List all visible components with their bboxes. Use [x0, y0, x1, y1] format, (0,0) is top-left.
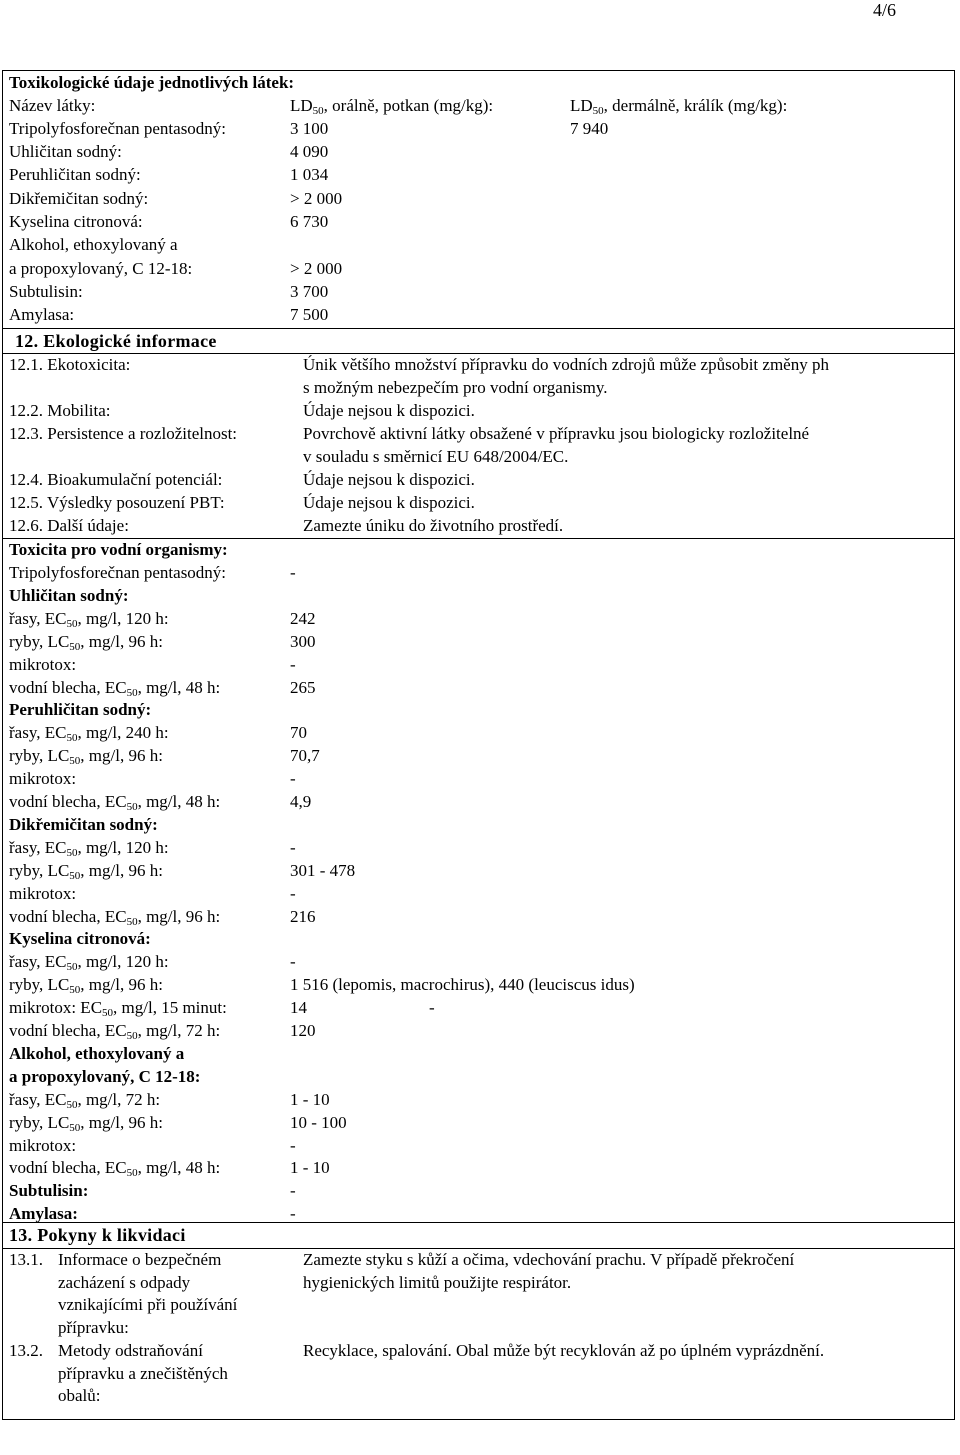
aquatic-value: 300	[290, 631, 316, 651]
aquatic-extra-value: -	[429, 998, 435, 1018]
tox-oral-value: 6 730	[290, 212, 329, 231]
eco-item-label: 12.5. Výsledky posouzení PBT:	[9, 493, 225, 512]
subscript: 50	[312, 105, 324, 117]
disposal-item-text: Zamezte styku s kůží a očima, vdechování prachu. V případě překročení	[303, 1250, 795, 1269]
aquatic-label: vodní blecha, $EC_{50}$, mg/l, 48 h:	[9, 792, 221, 813]
aquatic-label: řasy, $EC_{50}$, mg/l, 120 h:	[9, 608, 169, 630]
aquatic-value: 14	[290, 998, 307, 1018]
aquatic-value: -	[290, 883, 296, 903]
subscript: 50	[66, 1098, 78, 1111]
section-divider	[3, 1248, 954, 1249]
subscript: 50	[126, 1167, 138, 1180]
substance-heading: Peruhličitan sodný:	[9, 700, 152, 720]
page-number: 4/6	[872, 0, 896, 20]
aquatic-value: -	[290, 769, 296, 789]
aquatic-label: mikrotox:	[9, 769, 77, 789]
subscript: 50	[69, 984, 81, 997]
substance-heading: Dikřemičitan sodný:	[9, 814, 158, 834]
subscript: 50	[66, 732, 78, 745]
eco-item-label: 12.3. Persistence a rozložitelnost:	[9, 424, 238, 443]
disposal-item-text: Recyklace, spalování. Obal může být recyklován až po úplném vyprázdnění.	[303, 1341, 825, 1360]
substance-heading: Amylasa:	[9, 1204, 78, 1224]
subscript: 50	[126, 915, 138, 928]
eco-item-text: Zamezte úniku do životního prostředí.	[303, 516, 564, 535]
aquatic-label: vodní blecha, $EC_{50}$, mg/l, 96 h:	[9, 906, 221, 928]
tox-oral-value: > 2 000	[290, 259, 343, 278]
tox-substance-name: Alkohol, ethoxylovaný a	[9, 235, 178, 254]
aquatic-label: ryby, $LC_{50}$, mg/l, 96 h:	[9, 860, 163, 882]
section-divider	[3, 538, 954, 539]
tox-substance-name: Kyselina citronová:	[9, 212, 143, 231]
substance-heading: Subtulisin:	[9, 1181, 89, 1201]
disposal-item-number: 13.2.	[9, 1341, 43, 1360]
eco-item-text: Údaje nejsou k dispozici.	[303, 470, 475, 489]
subscript: 50	[69, 869, 81, 882]
subscript: 50	[69, 755, 81, 768]
aquatic-label: mikrotox:	[9, 883, 77, 903]
aquatic-value: 265	[290, 677, 316, 697]
subscript: 50	[102, 1007, 114, 1020]
disposal-item-label: zacházení s odpady	[58, 1272, 191, 1292]
substance-heading: Alkohol, ethoxylovaný a	[9, 1043, 185, 1063]
eco-item-text: Údaje nejsou k dispozici.	[303, 493, 475, 512]
subscript: 50	[126, 1030, 138, 1042]
eco-item-label: 12.6. Další údaje:	[9, 516, 129, 535]
aquatic-label: mikrotox: $EC_{50}$, mg/l, 15 minut:	[9, 998, 227, 1020]
aquatic-value: -	[290, 1181, 296, 1201]
subscript: 50	[66, 961, 78, 974]
subscript: 50	[126, 686, 138, 699]
aquatic-value: 1 516 (lepomis, macrochirus), 440 (leuciscus idus)	[290, 975, 635, 995]
aquatic-value: 242	[290, 608, 316, 628]
disposal-item-label: obalů:	[58, 1386, 101, 1406]
section-13-heading: 13. Pokyny k likvidaci	[9, 1225, 186, 1245]
aquatic-label: řasy, $EC_{50}$, mg/l, 72 h:	[9, 1089, 161, 1111]
tox-substance-name: Subtulisin:	[9, 282, 83, 301]
eco-item-text: s možným nebezpečím pro vodní organismy.	[303, 378, 608, 397]
substance-heading: Kyselina citronová:	[9, 929, 151, 949]
eco-item-text: v souladu s směrnicí EU 648/2004/EC.	[303, 447, 569, 466]
tox-substance-name: Uhličitan sodný:	[9, 142, 122, 161]
aquatic-label: ryby, $LC_{50}$, mg/l, 96 h:	[9, 746, 163, 768]
tox-oral-value: 3 700	[290, 282, 329, 301]
subscript: 50	[66, 617, 78, 630]
disposal-item-text: hygienických limitů použijte respirátor.	[303, 1273, 572, 1292]
aquatic-value: 70,7	[290, 746, 320, 766]
tox-col-name: Název látky:	[9, 96, 96, 115]
tox-oral-value: 7 500	[290, 305, 329, 324]
aquatic-value: 1 - 10	[290, 1158, 330, 1178]
sds-section-box	[2, 70, 955, 1420]
subscript: 50	[69, 1121, 81, 1134]
section-12-heading: 12. Ekologické informace	[15, 331, 217, 351]
subscript: 50	[126, 801, 138, 813]
disposal-item-number: 13.1.	[9, 1250, 43, 1269]
substance-heading: Uhličitan sodný:	[9, 585, 129, 605]
disposal-item-label: Informace o bezpečném	[58, 1250, 222, 1269]
tox-oral-value: 4 090	[290, 142, 329, 161]
aquatic-value: 216	[290, 906, 316, 926]
aquatic-value: 120	[290, 1021, 316, 1040]
aquatic-value: 4,9	[290, 792, 312, 811]
disposal-item-label: přípravku:	[58, 1318, 129, 1338]
subscript: 50	[69, 640, 81, 653]
aquatic-label: ryby, $LC_{50}$, mg/l, 96 h:	[9, 1112, 163, 1134]
substance-heading: a propoxylovaný, C 12-18:	[9, 1066, 201, 1086]
section-divider	[3, 353, 954, 354]
disposal-item-label: Metody odstraňování	[58, 1341, 203, 1360]
eco-item-label: 12.2. Mobilita:	[9, 401, 111, 420]
aquatic-value: -	[290, 1135, 296, 1155]
aquatic-value: 1 - 10	[290, 1089, 330, 1109]
aquatic-label: řasy, $EC_{50}$, mg/l, 120 h:	[9, 837, 169, 859]
section-divider	[3, 1222, 954, 1223]
tox-oral-value: > 2 000	[290, 189, 343, 208]
tox-substance-name: Amylasa:	[9, 305, 75, 324]
tox-substance-name: Peruhličitan sodný:	[9, 165, 141, 184]
aquatic-value: -	[290, 654, 296, 674]
aquatic-value: -	[290, 1204, 296, 1224]
tox-substance-name: Dikřemičitan sodný:	[9, 189, 149, 208]
tox-col-oral: $LD_{50}$, orálně, potkan (mg/kg):	[290, 96, 494, 117]
disposal-item-label: přípravku a znečištěných	[58, 1363, 228, 1383]
aquatic-heading: Toxicita pro vodní organismy:	[9, 540, 228, 559]
aquatic-label: řasy, $EC_{50}$, mg/l, 240 h:	[9, 723, 169, 745]
aquatic-label: Tripolyfosforečnan pentasodný:	[9, 563, 227, 582]
aquatic-label: vodní blecha, $EC_{50}$, mg/l, 72 h:	[9, 1021, 221, 1042]
aquatic-label: ryby, $LC_{50}$, mg/l, 96 h:	[9, 975, 163, 997]
tox-substance-name: Tripolyfosforečnan pentasodný:	[9, 119, 227, 138]
aquatic-label: mikrotox:	[9, 1135, 77, 1155]
aquatic-value: -	[290, 837, 296, 857]
tox-col-dermal: $LD_{50}$, dermálně, králík (mg/kg):	[570, 96, 788, 117]
tox-substance-name: a propoxylovaný, C 12-18:	[9, 259, 193, 278]
aquatic-label: mikrotox:	[9, 654, 77, 674]
aquatic-value: -	[290, 952, 296, 972]
eco-item-text: Povrchově aktivní látky obsažené v přípravku jsou biologicky rozložitelné	[303, 424, 810, 443]
aquatic-value: 70	[290, 723, 307, 743]
aquatic-label: vodní blecha, $EC_{50}$, mg/l, 48 h:	[9, 1158, 221, 1180]
eco-item-text: Údaje nejsou k dispozici.	[303, 401, 475, 420]
tox-oral-value: 1 034	[290, 165, 329, 184]
tox-oral-value: 3 100	[290, 119, 329, 138]
aquatic-label: řasy, $EC_{50}$, mg/l, 120 h:	[9, 952, 169, 974]
subscript: 50	[66, 846, 78, 859]
aquatic-value: 10 - 100	[290, 1112, 347, 1132]
eco-item-text: Únik většího množství přípravku do vodních zdrojů může způsobit změny ph	[303, 355, 829, 374]
subscript: 50	[592, 105, 604, 117]
tox-dermal-value: 7 940	[570, 119, 609, 138]
eco-item-label: 12.4. Bioakumulační potenciál:	[9, 470, 223, 489]
aquatic-label: ryby, $LC_{50}$, mg/l, 96 h:	[9, 631, 163, 653]
disposal-item-label: vznikajícími při používání	[58, 1295, 238, 1315]
aquatic-value: 301 - 478	[290, 860, 356, 880]
section-divider	[3, 328, 954, 329]
eco-item-label: 12.1. Ekotoxicita:	[9, 355, 131, 374]
aquatic-value: -	[290, 563, 296, 582]
tox-heading: Toxikologické údaje jednotlivých látek:	[9, 73, 295, 92]
aquatic-label: vodní blecha, $EC_{50}$, mg/l, 48 h:	[9, 677, 221, 699]
